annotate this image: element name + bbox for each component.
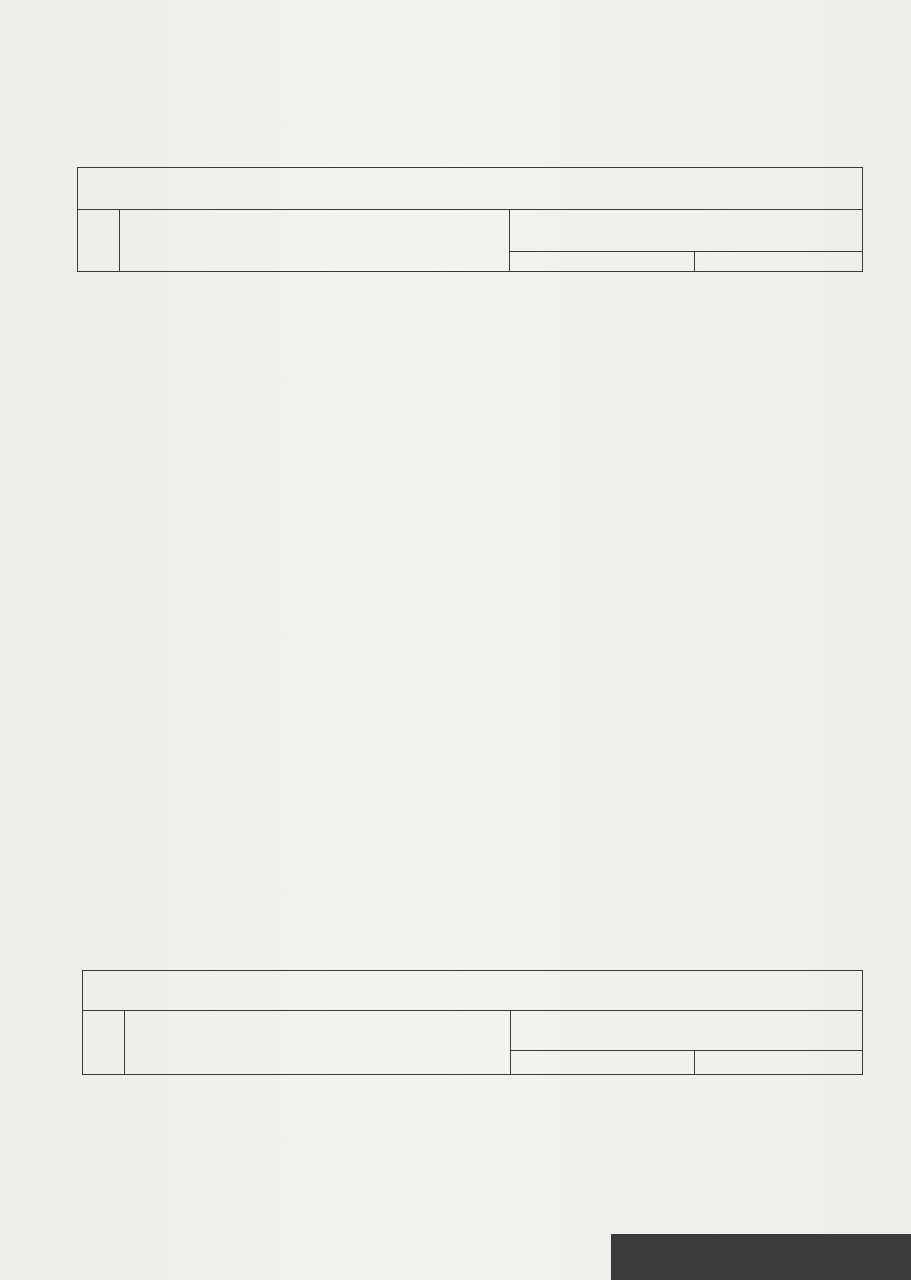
header-age-11-18 [695,1051,863,1075]
header-age-11-18 [695,252,863,272]
table-day6 [82,970,863,1075]
header-menu [120,210,510,272]
scanner-watermark [611,1234,911,1280]
table-day5 [77,167,863,272]
header-age-6-11 [511,1051,695,1075]
header-age-6-11 [510,252,695,272]
header-menu [125,1011,511,1075]
header-output [511,1011,863,1051]
day-title [78,168,863,210]
header-output [510,210,863,252]
day-title [83,971,863,1011]
header-num [78,210,120,272]
header-num [83,1011,125,1075]
